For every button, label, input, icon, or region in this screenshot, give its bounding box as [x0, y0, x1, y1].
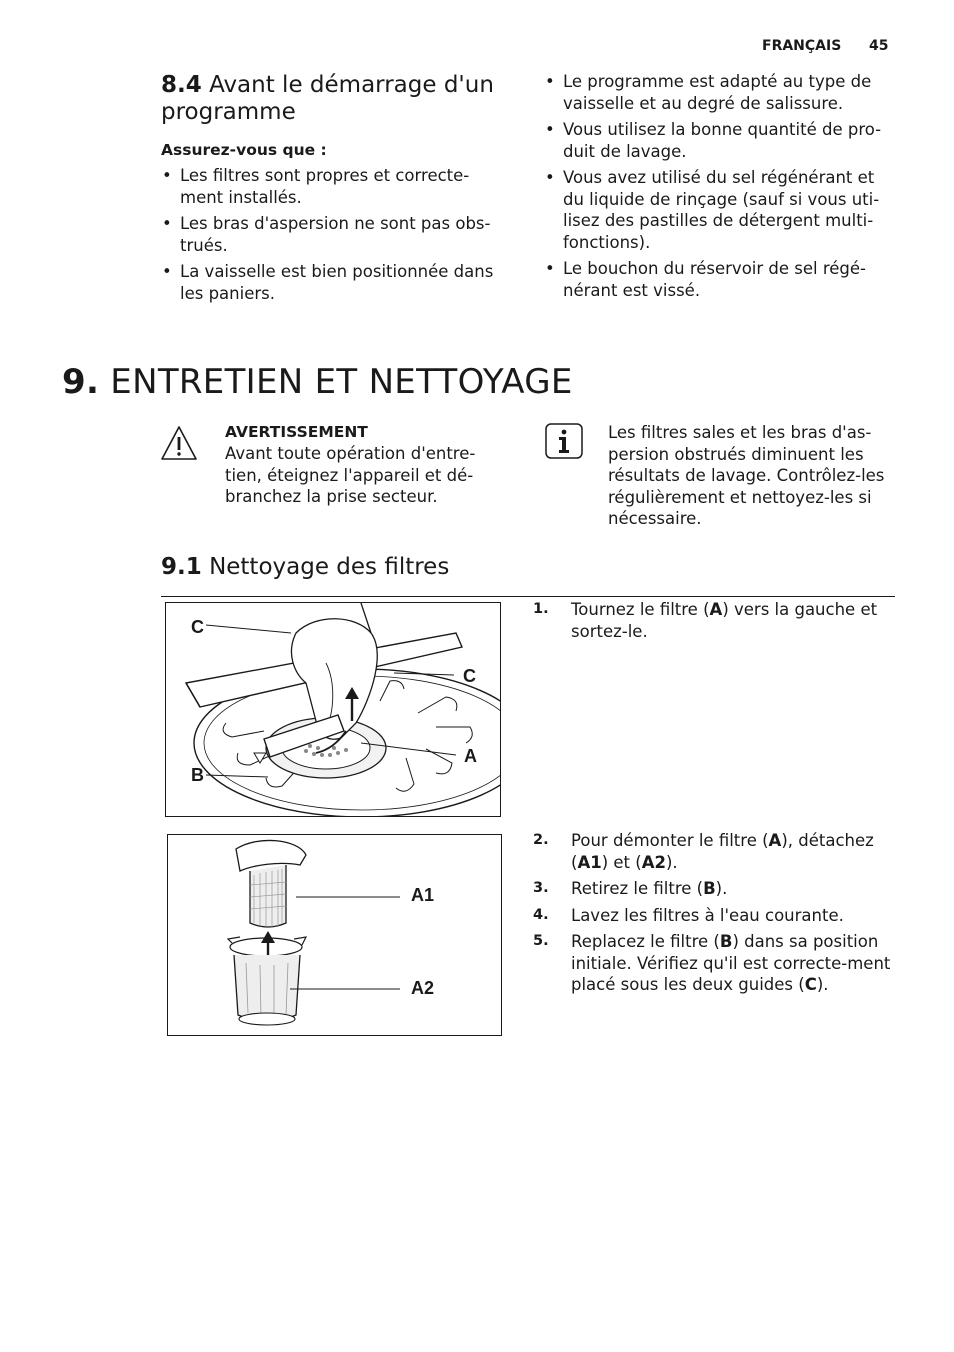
section-8-4-number: 8.4 [161, 72, 202, 98]
checklist-right [544, 71, 900, 306]
step-number: 3. [533, 880, 549, 896]
step-1 [533, 599, 895, 642]
step-number: 2. [533, 832, 549, 848]
section-8-4-title: Avant le démarrage d'un programme [161, 72, 494, 125]
info-text: Les filtres sales et les bras d'as-persion obstrués diminuent les résultats de lavage. Contrôlez-les régulièrement et nettoyez-les si nécessaire. [608, 423, 885, 528]
step-number: 1. [533, 601, 549, 617]
list-item: • Les bras d'aspersion ne sont pas obs-trués. [161, 213, 506, 256]
step-ref: B [719, 932, 733, 951]
step-ref: A [768, 831, 782, 850]
label-c-top: C [191, 617, 204, 637]
page-number: 45 [869, 38, 889, 54]
section-9-1-title: Nettoyage des filtres [209, 554, 450, 580]
check-label: Assurez-vous que : [161, 141, 327, 159]
chapter-9-number: 9. [62, 362, 100, 402]
list-item: • La vaisselle est bien positionnée dans les paniers. [161, 261, 506, 304]
step-ref: C [804, 975, 817, 994]
step-text: ) vers la gauche et sortez-le. [571, 600, 878, 641]
step-text: Lavez les filtres à l'eau courante. [571, 905, 844, 925]
label-c-right: C [463, 666, 476, 686]
section-9-1-number: 9.1 [161, 554, 202, 580]
list-item: • Les filtres sont propres et correcte-ment installés. [161, 165, 506, 208]
step-2 [533, 830, 895, 873]
step-5 [533, 931, 895, 996]
info-icon [545, 423, 583, 459]
chapter-9-title: ENTRETIEN ET NETTOYAGE [110, 362, 573, 402]
step-ref: B [703, 879, 716, 898]
step-text: ). [715, 879, 728, 898]
label-a2: A2 [411, 978, 435, 998]
filter-removal-figure [165, 602, 501, 817]
label-b: B [191, 765, 204, 785]
step-number: 5. [533, 933, 549, 949]
step-ref: A2 [641, 852, 666, 872]
header-language: FRANÇAIS [762, 38, 842, 54]
step-text: ). [665, 852, 678, 872]
warning-text: Avant toute opération d'entre-tien, éteignez l'appareil et dé-branchez la prise secteur. [225, 444, 476, 506]
list-item: • Le bouchon du réservoir de sel régé-nérant est vissé. [544, 258, 900, 301]
step-ref: A [709, 600, 723, 619]
steps-list-1 [533, 599, 895, 647]
step-3 [533, 878, 895, 900]
step-text: ). [816, 975, 829, 994]
step-text: ) dans sa position initiale. Vérifiez qu'il est correcte-ment placé sous les deux guides ( [571, 932, 891, 994]
section-9-1-heading [161, 554, 449, 581]
step-text: ) et ( [601, 852, 642, 872]
warning-heading: AVERTISSEMENT [225, 423, 368, 441]
step-ref: A1 [577, 852, 602, 872]
steps-list-2 [533, 830, 895, 1001]
filter-parts-figure [167, 834, 502, 1036]
chapter-9-heading [62, 362, 573, 402]
step-text: Tournez le filtre ( [571, 600, 710, 619]
step-text: Replacez le filtre ( [571, 932, 720, 951]
filter-removal-illustration [166, 603, 500, 816]
label-a1: A1 [411, 885, 435, 905]
list-item: • Vous utilisez la bonne quantité de pro-duit de lavage. [544, 119, 900, 162]
step-4 [533, 905, 895, 927]
step-text: Retirez le filtre ( [571, 879, 704, 898]
label-a: A [464, 746, 477, 766]
step-text: ), détachez ( [571, 831, 874, 872]
section-divider [161, 596, 895, 597]
list-item: • Le programme est adapté au type de vaisselle et au degré de salissure. [544, 71, 900, 114]
step-text: Pour démonter le filtre ( [571, 831, 769, 850]
checklist-left [161, 165, 506, 309]
filter-parts-illustration [168, 835, 501, 1035]
list-item: • Vous avez utilisé du sel régénérant et du liquide de rinçage (sauf si vous uti-lisez des pastilles de détergent multi-fonctions). [544, 167, 900, 253]
section-8-4-heading [161, 72, 521, 126]
warning-triangle-icon [160, 424, 198, 462]
step-number: 4. [533, 906, 549, 923]
